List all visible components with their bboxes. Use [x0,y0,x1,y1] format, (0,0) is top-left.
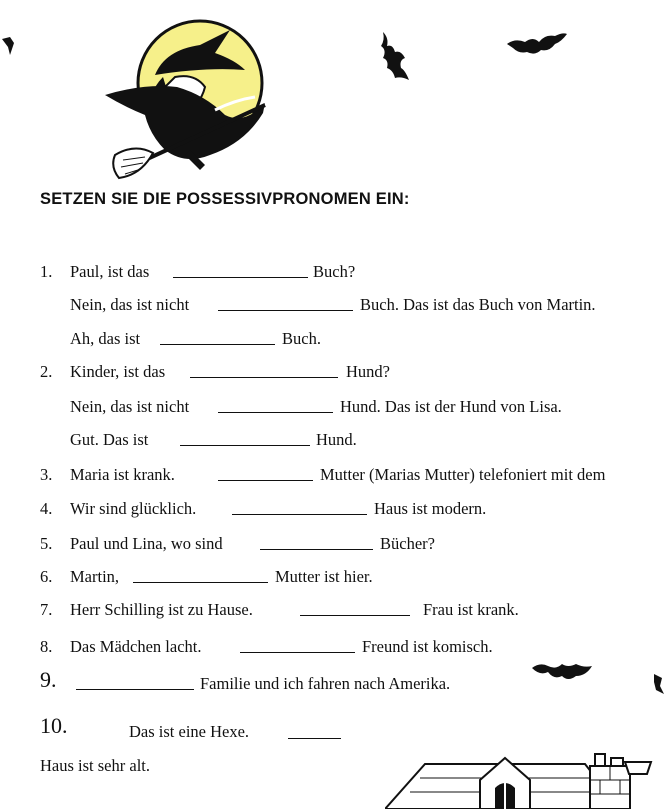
answer-blank[interactable] [173,277,308,278]
exercise-text: Bücher? [380,534,435,553]
exercise-text: Paul, ist das [70,262,150,281]
worksheet-heading: SETZEN SIE DIE POSSESSIVPRONOMEN EIN: [40,190,410,208]
exercise-text: Gut. Das ist [70,430,149,449]
answer-blank[interactable] [218,310,353,311]
exercise-number: 2. [40,362,53,381]
bat-icon [0,35,20,57]
exercise-text: Paul und Lina, wo sind [70,534,223,553]
exercise-number: 5. [40,534,53,553]
exercise-text: Freund ist komisch. [362,637,493,656]
answer-blank[interactable] [240,652,355,653]
answer-blank[interactable] [190,377,338,378]
answer-blank[interactable] [260,549,373,550]
exercise-8 [40,637,493,657]
exercise-text: Buch. Das ist das Buch von Martin. [360,295,596,314]
answer-blank[interactable] [218,412,333,413]
exercise-text: Kinder, ist das [70,362,166,381]
exercise-number: 4. [40,499,53,518]
exercise-text: Buch. [282,329,321,348]
exercise-text: Wir sind glücklich. [70,499,197,518]
exercise-text: Haus ist sehr alt. [40,756,150,775]
witch-on-broom-moon-icon [105,15,270,180]
exercise-5 [40,534,435,554]
answer-blank[interactable] [218,480,313,481]
answer-blank[interactable] [288,738,341,739]
bat-icon [505,30,570,60]
exercise-text: Nein, das ist nicht [70,397,190,416]
exercise-6 [40,567,373,587]
exercise-text: Maria ist krank. [70,465,175,484]
exercise-text: Martin, [70,567,120,586]
haunted-house-icon [385,752,665,809]
answer-blank[interactable] [133,582,268,583]
exercise-text: Das Mädchen lacht. [70,637,202,656]
exercise-text: Mutter ist hier. [275,567,373,586]
exercise-text: Nein, das ist nicht [70,295,190,314]
exercise-text: Hund? [346,362,390,381]
exercise-number: 10. [40,713,68,738]
exercise-number: 3. [40,465,53,484]
answer-blank[interactable] [180,445,310,446]
exercise-text: Haus ist modern. [374,499,487,518]
bat-icon [530,660,595,690]
exercise-3 [40,465,606,485]
exercise-text: Herr Schilling ist zu Hause. [70,600,253,619]
exercise-text: Buch? [313,262,356,281]
exercise-number: 7. [40,600,53,619]
exercise-number: 1. [40,262,53,281]
bat-icon [650,672,665,697]
exercise-7 [40,600,519,620]
exercise-10-line-2 [40,756,150,776]
exercise-text: Hund. Das ist der Hund von Lisa. [340,397,562,416]
exercise-text: Frau ist krank. [423,600,519,619]
exercise-text: Das ist eine Hexe. [129,722,250,741]
answer-blank[interactable] [232,514,367,515]
exercise-number: 8. [40,637,53,656]
exercise-text: Familie und ich fahren nach Amerika. [200,674,451,693]
answer-blank[interactable] [76,689,194,690]
exercise-2 [40,362,390,382]
exercise-text: Mutter (Marias Mutter) telefoniert mit dem [320,465,606,484]
exercise-4 [40,499,487,519]
bat-icon [375,30,415,85]
exercise-text: Hund. [316,430,357,449]
exercise-1 [40,262,356,282]
answer-blank[interactable] [160,344,275,345]
exercise-number: 6. [40,567,53,586]
exercise-text: Ah, das ist [70,329,141,348]
exercise-number: 9. [40,667,57,692]
answer-blank[interactable] [300,615,410,616]
